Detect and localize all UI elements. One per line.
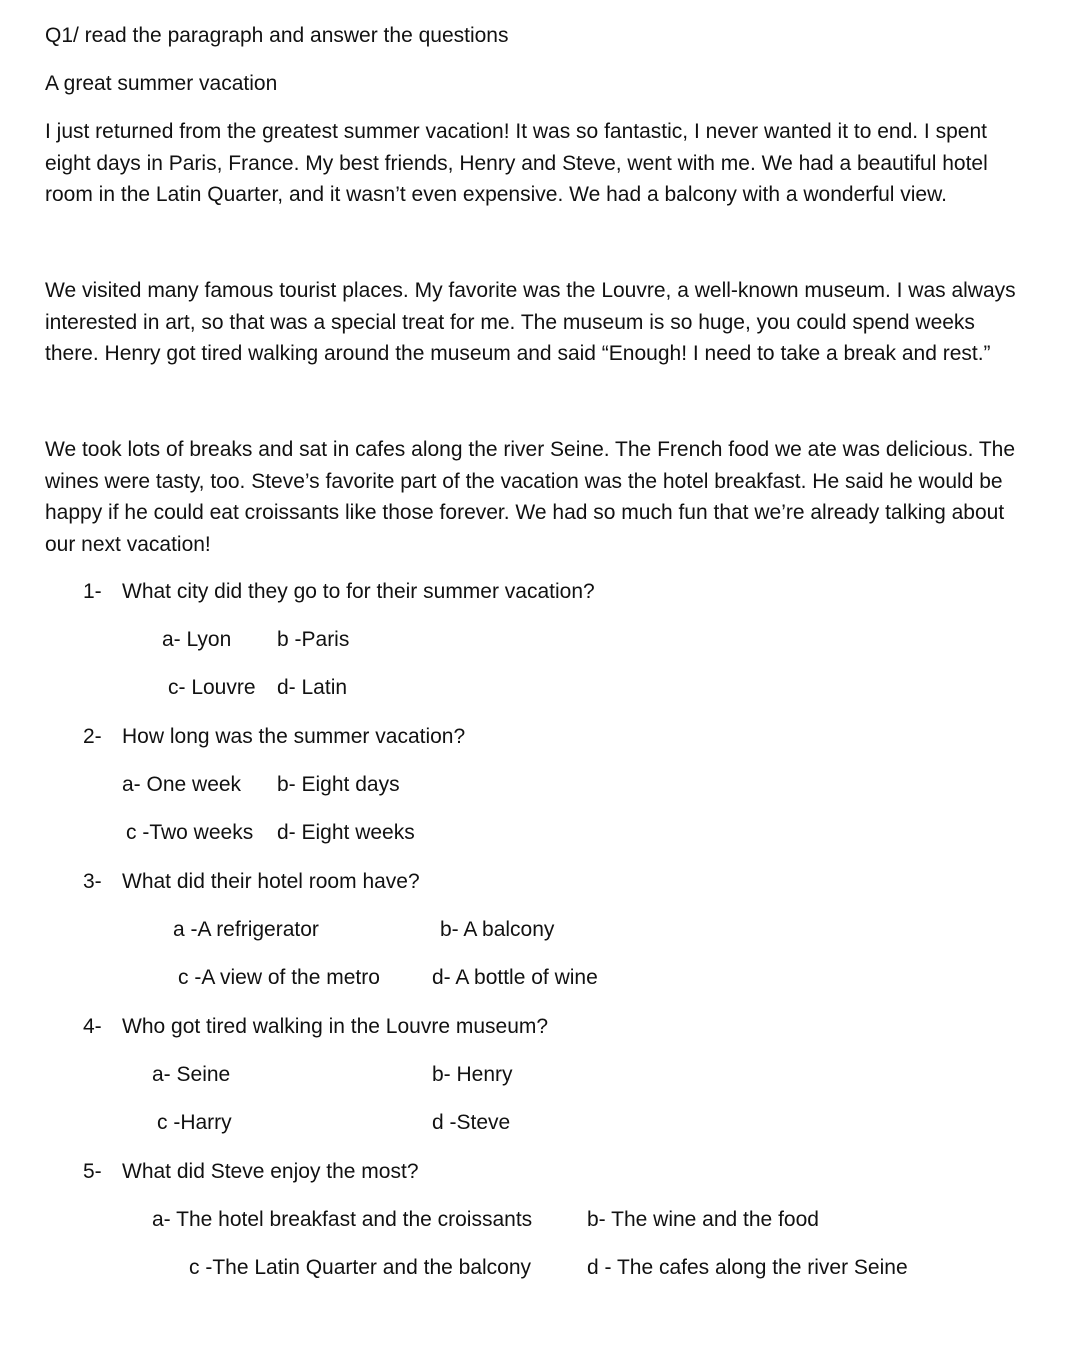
question-text: What did their hotel room have? [122,870,420,893]
option-c: c- Louvre [168,676,256,699]
option-d: d- A bottle of wine [432,966,598,989]
paragraph-line: I just returned from the greatest summer vacation! It was so fantastic, I never wanted it to end. I spent [45,120,987,143]
paragraph-line: there. Henry got tired walking around the museum and said “Enough! I need to take a break and rest.” [45,342,991,365]
option-b: b- The wine and the food [587,1208,819,1231]
option-c: c -Harry [157,1111,232,1134]
question-number: 2- [83,725,102,748]
option-d: d- Latin [277,676,348,699]
question-text: How long was the summer vacation? [122,725,466,748]
question-number: 1- [83,580,102,603]
paragraph-line: We took lots of breaks and sat in cafes along the river Seine. The French food we ate was delicious. The [45,438,1016,461]
question-number: 4- [83,1015,102,1038]
question-number: 5- [83,1160,102,1183]
option-d: d- Eight weeks [277,821,415,844]
paragraph-line: interested in art, so that was a special treat for me. The museum is so huge, you could spend weeks [45,310,975,334]
paragraph-3 [45,434,1055,560]
option-d: d -Steve [432,1111,511,1134]
option-b: b -Paris [277,628,350,651]
question-text: What city did they go to for their summer vacation? [122,580,595,603]
paragraph-line: room in the Latin Quarter, and it wasn’t even expensive. We had a balcony with a wonderful view. [45,183,947,206]
paragraph-line: our next vacation! [45,532,211,556]
passage-title: A great summer vacation [45,72,278,95]
instruction: Q1/ read the paragraph and answer the questions [45,24,509,47]
option-a: a- The hotel breakfast and the croissants [152,1208,533,1231]
paragraph-2 [45,275,1055,370]
paragraph-line: happy if he could eat croissants like those forever. We had so much fun that we’re already talking about [45,501,1005,524]
option-b: b- A balcony [440,918,555,941]
option-c: c -A view of the metro [178,966,380,989]
option-a: a- Seine [152,1063,231,1086]
option-d: d - The cafes along the river Seine [587,1256,908,1279]
option-c: c -The Latin Quarter and the balcony [189,1256,532,1279]
option-a: a -A refrigerator [173,918,319,941]
question-text: Who got tired walking in the Louvre museum? [122,1015,549,1038]
option-b: b- Eight days [277,773,400,796]
paragraph-1 [45,116,1055,211]
question-text: What did Steve enjoy the most? [122,1160,419,1183]
option-a: a- Lyon [162,628,232,651]
option-c: c -Two weeks [126,821,254,844]
paragraph-line: wines were tasty, too. Steve’s favorite part of the vacation was the hotel breakfast. He said he would be [45,469,1003,493]
paragraph-line: We visited many famous tourist places. My favorite was the Louvre, a well-known museum. I was always [45,279,1016,302]
paragraph-line: eight days in Paris, France. My best friends, Henry and Steve, went with me. We had a beautiful hotel [45,151,988,175]
question-number: 3- [83,870,102,893]
option-b: b- Henry [432,1063,513,1086]
option-a: a- One week [122,773,242,796]
